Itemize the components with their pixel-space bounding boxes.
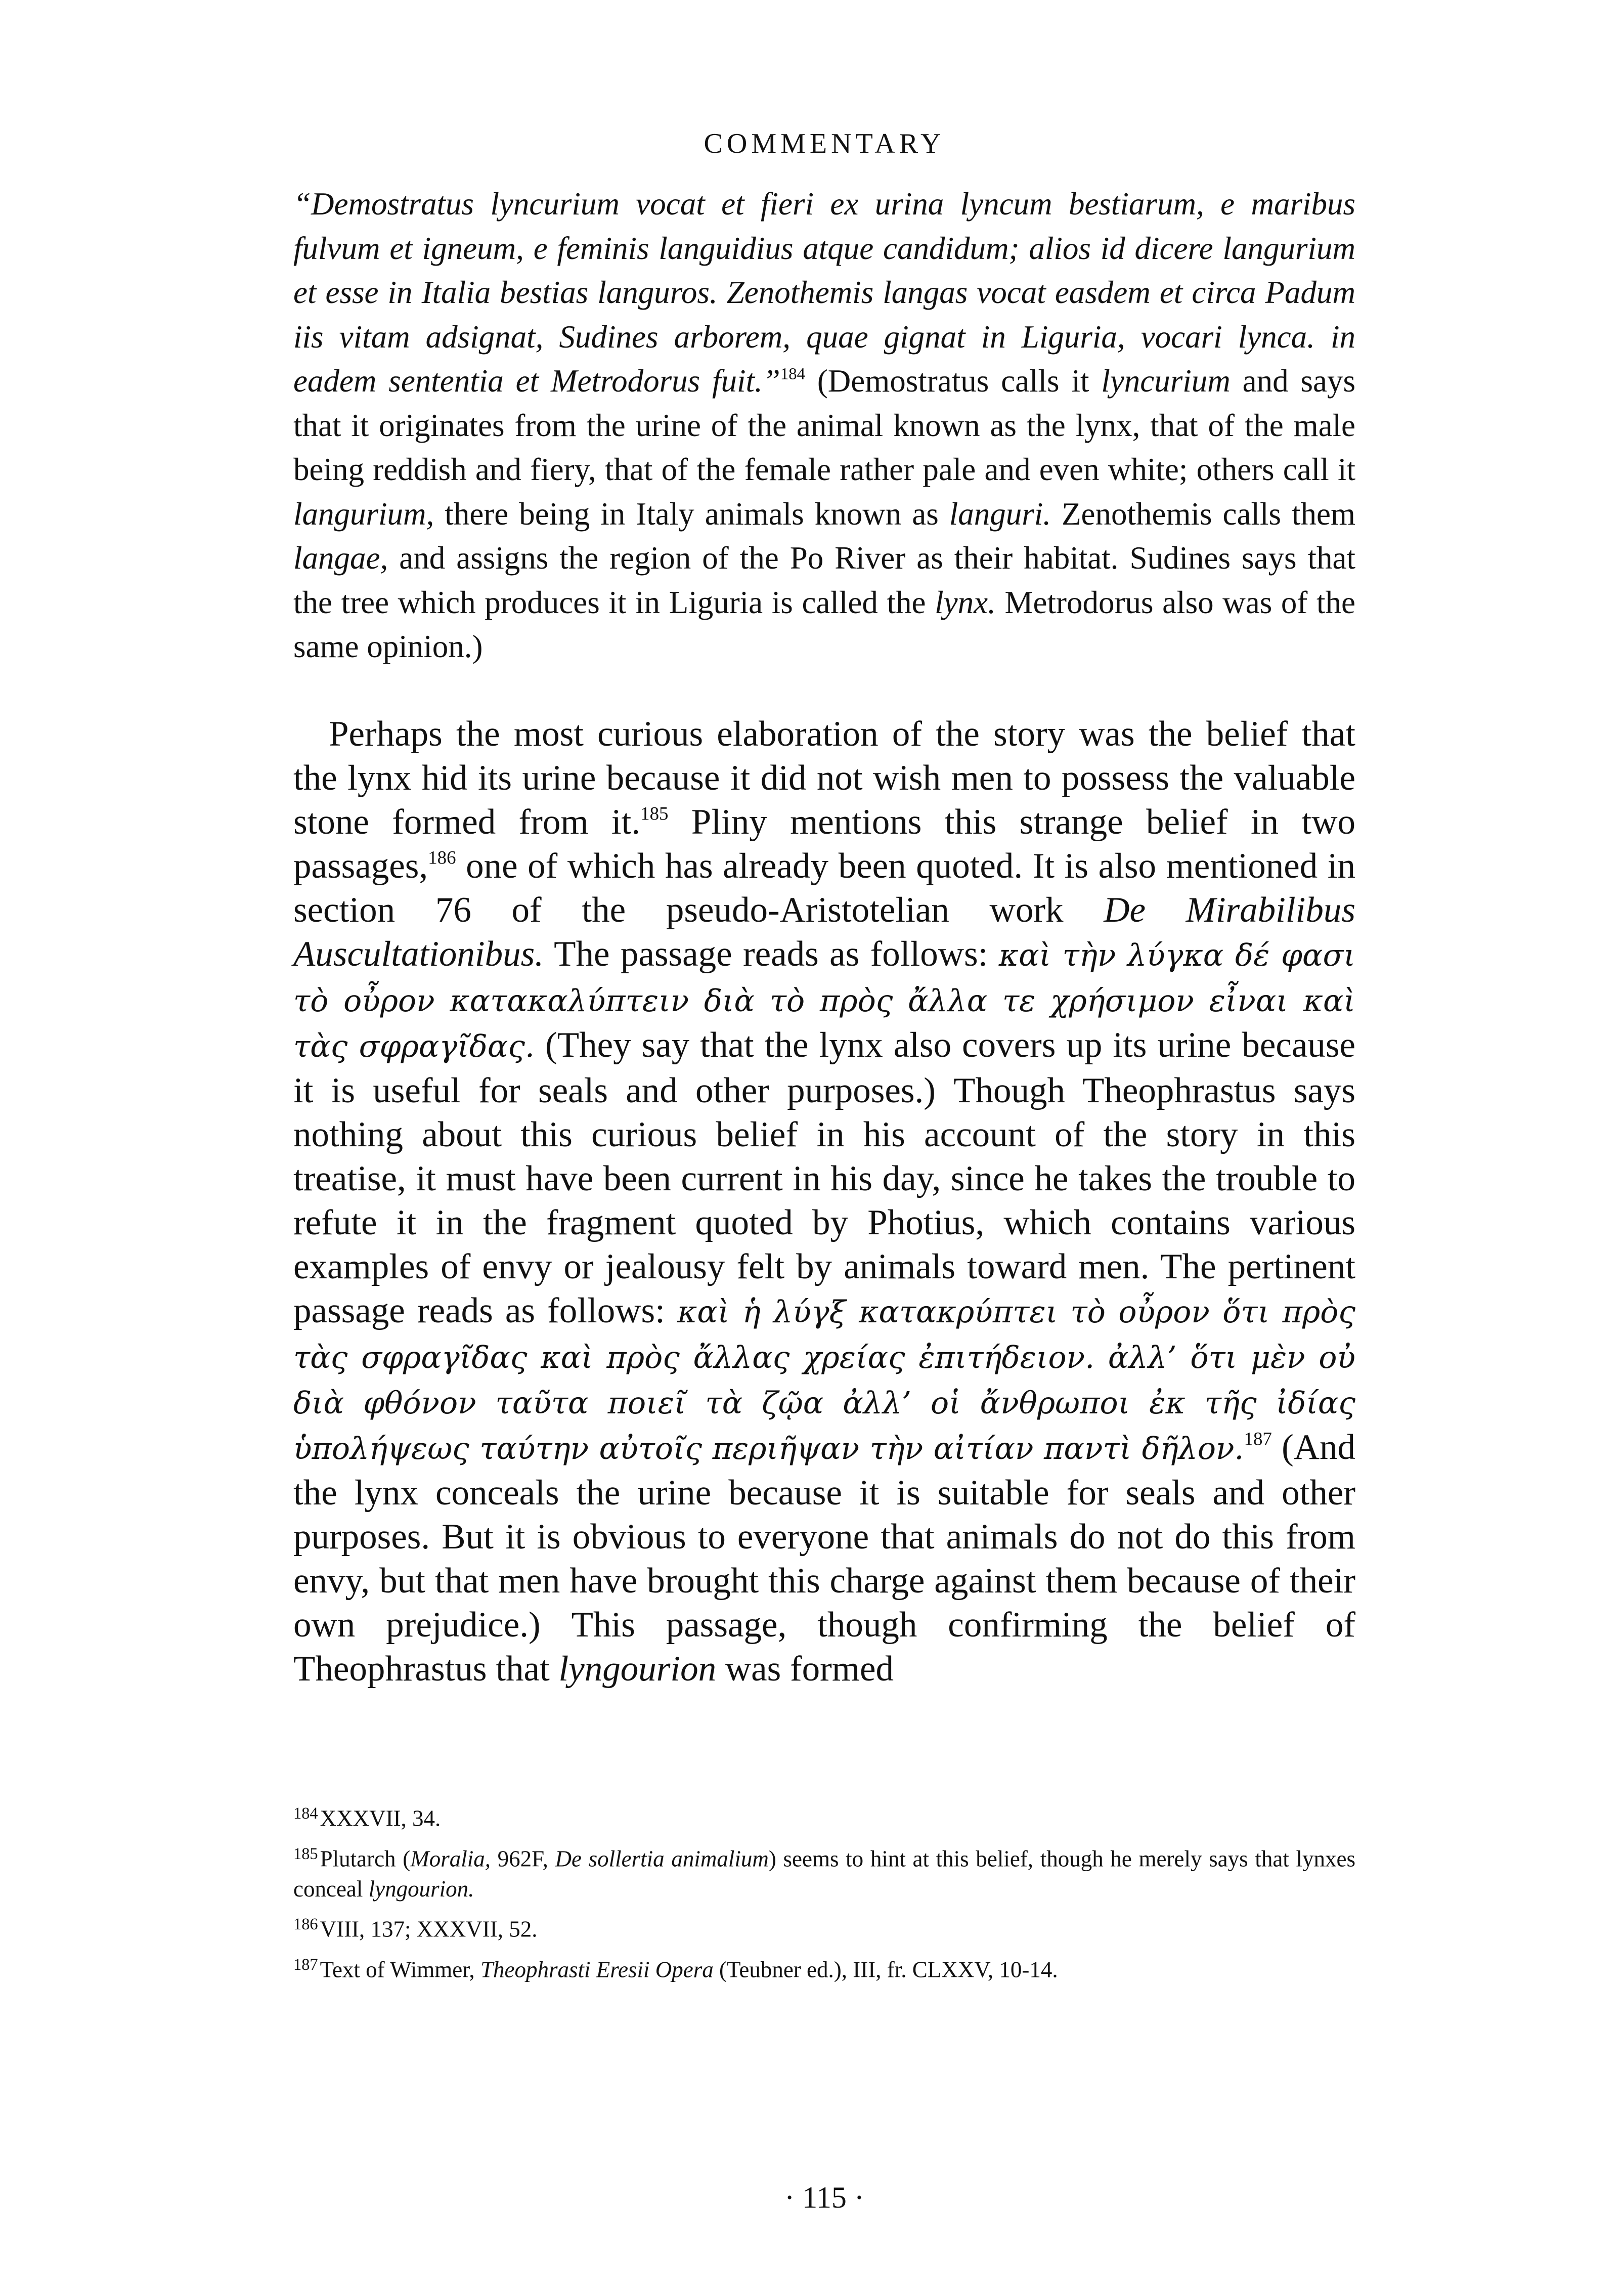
page-number: · 115 · <box>784 2181 864 2214</box>
quotation-translation: (Demostratus calls it lyncurium and says that it originates from the urine of the animal known as the lynx, that of the male being reddish and fiery, that of the female rather pale and even white; others call it langurium, there being in Italy animals known as languri. Zenothemis calls them langae, and assigns the region of the Po River as their habitat. Sudines says that the tree which produces it in Liguria is called the lynx. Metrodorus also was of the same opinion.) <box>293 363 1356 664</box>
footnote-186: $^{186}$VIII, 137; XXXVII, 52. <box>293 1915 538 1942</box>
footnote-187: $^{187}$Text of Wimmer, Theophrasti Eresii Opera (Teubner ed.), III, fr. CLXXV, 10-14. <box>293 1955 1058 1982</box>
footnote-ref-186[interactable]: 186 <box>428 847 456 868</box>
running-head: COMMENTARY <box>704 128 945 159</box>
work-title: De Mirabilibus Auscultationibus. <box>293 890 1355 974</box>
greek-quotation-2: καὶ ἡ λύγξ κατακρύπτει τὸ οὖρον ὅτι πρὸς τὰς σφραγῖδας καὶ πρὸς ἄλλας χρείας ἐπιτήδειον. ἀλλ’ ὅτι μὲν οὐ διὰ φθόνον ταῦτα ποιεῖ τὰ ζῷα ἀλλ’ οἱ ἄνθρωποι ἐκ τῆς ἰδίας ὑπολήψεως ταύτην αὐτοῖς περιῆψαν τὴν αἰτίαν παντὶ δῆλον. <box>293 1295 1355 1467</box>
footnote-ref-187[interactable]: 187 <box>1244 1428 1272 1449</box>
greek-quotation-1: καὶ τὴν λύγκα δέ φασι τὸ οὖρον κατακαλύπτειν διὰ τὸ πρὸς ἄλλα τε χρήσιμον εἶναι καὶ τὰς σφραγῖδας. <box>293 938 1355 1064</box>
footnote-ref-185[interactable]: 185 <box>640 803 669 824</box>
body-paragraph: Perhaps the most curious elaboration of the story was the belief that the lynx hid its urine because it did not wish men to possess the valuable stone formed from it.$^{185}$ Pliny mentions this strange belief in two passages,$^{186}$ one of which has already been quoted. It is also mentioned in section 76 of the pseudo-Aristotelian work De Mirabilibus Auscultationibus. The passage reads as follows: καὶ τὴν λύγκα δέ φασι τὸ οὖρον κατακαλύπτειν διὰ τὸ πρὸς ἄλλα τε χρήσιμον εἶναι καὶ τὰς σφραγῖδας. (They say that the lynx also covers up its urine because it is useful for seals and other purposes.) Though Theophrastus says nothing about this curious belief in his account of the story in this treatise, it must have been current in his day, since he takes the trouble to refute it in the fragment quoted by Photius, which contains various examples of envy or jealousy felt by animals toward men. The pertinent passage reads as follows: καὶ ἡ λύγξ κατακρύπτει τὸ οὖρον ὅτι πρὸς τὰς σφραγῖδας καὶ πρὸς ἄλλας χρείας ἐπιτήδειον. ἀλλ’ ὅτι μὲν οὐ διὰ φθόνον ταῦτα ποιεῖ τὰ ζῷα ἀλλ’ οἱ ἄνθρωποι ἐκ τῆς ἰδίας ὑπολήψεως ταύτην αὐτοῖς περιῆψαν τὴν αἰτίαν παντὶ δῆλον.$^{187}$ (And the lynx conceals the urine because it is suitable for seals and other purposes. But it is obvious to everyone that animals do not do this from envy, but that men have brought this charge against them because of their own prejudice.) This passage, though confirming the belief of Theophrastus that lyngourion was formed <box>293 714 1355 1689</box>
footnotes <box>293 1798 1355 1990</box>
term-lyngourion: lyngourion <box>558 1649 717 1689</box>
latin-quotation: “Demostratus lyncurium vocat et fieri ex urina lyncum bestiarum, e maribus fulvum et igneum, e feminis languidius atque candidum; alios id dicere langurium et esse in Italia bestias languros. Zenothemis langas vocat easdem et circa Padum iis vitam adsignat, Sudines arborem, quae gignat in Liguria, vocari lynca. in eadem sententia et Metrodorus fuit.” <box>293 186 1355 399</box>
footnote-ref-184[interactable]: 184 <box>780 365 805 383</box>
footnote-185: $^{185}$Plutarch (Moralia, 962F, De sollertia animalium) seems to hint at this belief, though he merely says that lynxes conceal lyngourion. <box>293 1844 1355 1902</box>
footnote-184: $^{184}$XXXVII, 34. <box>293 1804 441 1831</box>
latin-quotation-block <box>293 182 1355 669</box>
